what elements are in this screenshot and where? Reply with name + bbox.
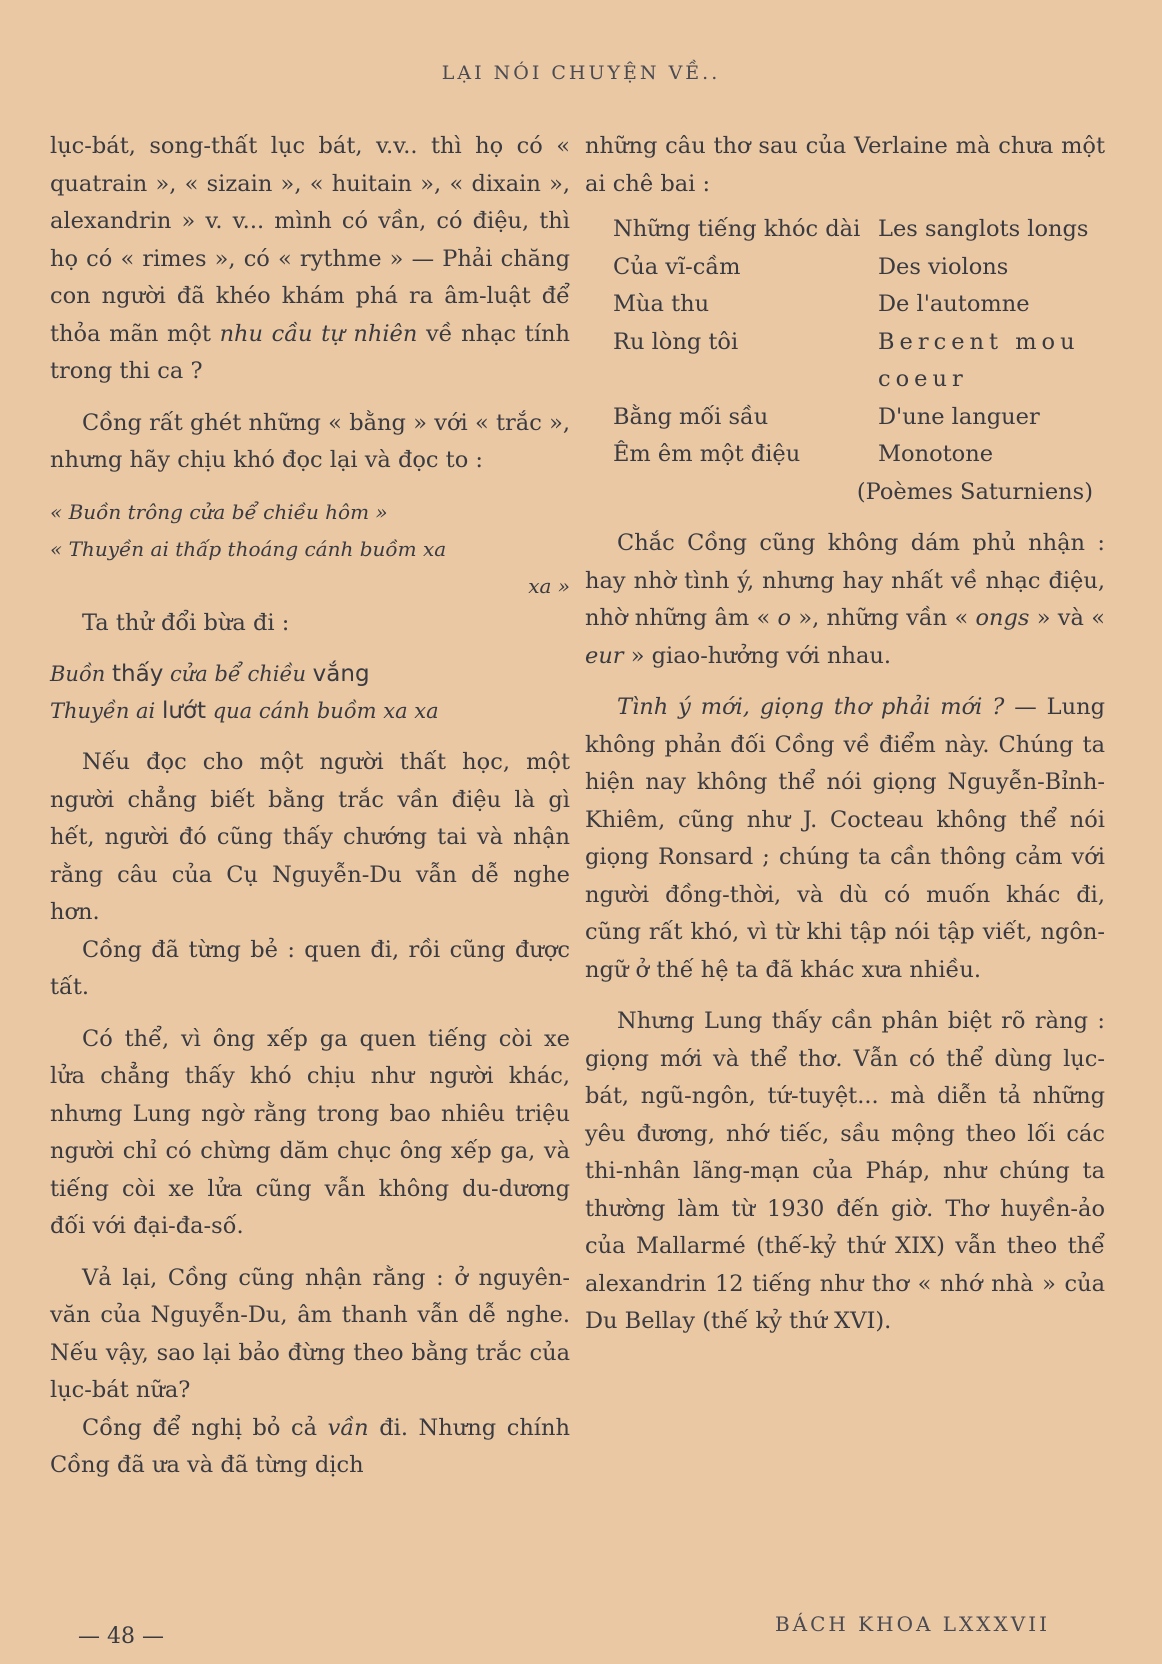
- poem-row: [613, 399, 1093, 437]
- paragraph-7: Vả lại, Cồng cũng nhận rằng : ở nguyên-văn của Nguyễn-Du, âm thanh vẫn dễ nghe. Nếu vậy, sao lại bảo đừng theo bằng trắc của lục-bát nữa?: [50, 1264, 570, 1403]
- right-p1-text-d: » giao-hưởng với nhau.: [623, 642, 892, 669]
- poem-vn-line: Của vĩ-cầm: [613, 253, 741, 280]
- right-p1-text-b: », những vần «: [791, 605, 976, 631]
- poem-row: [613, 211, 1093, 249]
- paragraph-8: [50, 1410, 570, 1485]
- right-paragraph-2: [585, 689, 1105, 989]
- poem-source-row: [613, 474, 1093, 512]
- mod1-substituted-word: thấy: [112, 661, 164, 687]
- poem-vn-line: Ru lòng tôi: [613, 328, 739, 355]
- paragraph-8-emphasis: vần: [327, 1414, 369, 1441]
- right-p2-heading: Tình ý mới, giọng thơ phải mới ?: [617, 694, 1005, 720]
- paragraph-1-text: lục-bát, song-thất lục bát, v.v.. thì họ có « quatrain », « sizain », « huitain », « dixain », alexandrin » v. v... mình có vần, có điệu, thì họ có « rimes », có « rythme » — Phải chăng con người đã khéo khám phá ra âm-luật để thỏa mãn một: [50, 133, 570, 347]
- modified-verse: [50, 656, 570, 730]
- poem-vn-line: Mùa thu: [613, 291, 710, 317]
- paragraph-6: Có thể, vì ông xếp ga quen tiếng còi xe lửa chẳng thấy khó chịu như người khác, nhưng Lung ngờ rằng trong bao nhiêu triệu người chỉ có chừng dăm chục ông xếp ga, và tiếng còi xe lửa cũng vẫn không du-dương đối với đại-đa-số.: [50, 1025, 570, 1239]
- quoted-verse: [50, 494, 570, 605]
- poem-vn-line: Êm êm một điệu: [613, 441, 801, 467]
- poem-fr-line: De l'automne: [878, 291, 1030, 317]
- running-head: LẠI NÓI CHUYỆN VỀ..: [441, 62, 721, 84]
- paragraph-3: Ta thử đổi bừa đi :: [82, 609, 290, 636]
- journal-name: BÁCH KHOA LXXXVII: [774, 1612, 1050, 1636]
- modified-verse-line-2: [50, 693, 570, 730]
- poem-fr-line: Bercent mou coeur: [878, 328, 1080, 392]
- paragraph-8-end: đi. Nhưng chính Cồng đã ưa và đã từng dịch: [50, 1414, 570, 1478]
- mod1-part-a: Buồn: [50, 662, 113, 686]
- verlaine-poem-table: [613, 211, 1093, 511]
- mod1-part-c: cửa bể chiều: [163, 662, 313, 686]
- mod1-substituted-word-2: vắng: [312, 661, 370, 687]
- poem-fr-line: Les sanglots longs: [878, 216, 1089, 242]
- poem-vn-line: Những tiếng khóc dài: [613, 216, 861, 242]
- paragraph-1-end: về nhạc tính trong thi ca ?: [50, 320, 570, 384]
- poem-fr-line: Des violons: [878, 253, 1009, 280]
- right-paragraph-3: Nhưng Lung thấy cần phân biệt rõ ràng : giọng mới và thể thơ. Vẫn có thể dùng lục-bát, ngũ-ngôn, tứ-tuyệt... mà diễn tả những yêu đương, nhớ tiếc, sầu mộng theo lối các thi-nhân lãng-mạn của Pháp, như chúng ta thường làm từ 1930 đến giờ. Thơ huyền-ảo của Mallarmé (thế-kỷ thứ XIX) vẫn theo thể alexandrin 12 tiếng như thơ « nhớ nhà » của Du Bellay (thế kỷ thứ XVI).: [585, 1008, 1105, 1334]
- modified-verse-line-1: [50, 656, 570, 693]
- right-p1-text-c: » và «: [1029, 605, 1105, 631]
- right-intro: những câu thơ sau của Verlaine mà chưa một ai chê bai :: [585, 133, 1105, 197]
- paragraph-5: Cồng đã từng bẻ : quen đi, rồi cũng được tất.: [50, 936, 570, 1000]
- poem-source: (Poèmes Saturniens): [856, 478, 1093, 505]
- poem-row: [613, 436, 1093, 474]
- paragraph-1-emphasis: nhu cầu tự nhiên: [219, 320, 418, 347]
- right-column: [585, 128, 1105, 1341]
- quoted-verse-line-2-end: xa »: [528, 573, 570, 598]
- poem-fr-line: Monotone: [878, 441, 994, 467]
- mod2-part-a: Thuyền ai: [50, 699, 162, 723]
- poem-vn-line: Bằng mối sầu: [613, 403, 769, 430]
- poem-row: [613, 324, 1093, 399]
- paragraph-2: Cồng rất ghét những « bằng » với « trắc », nhưng hãy chịu khó đọc lại và đọc to :: [50, 409, 570, 473]
- poem-row: [613, 286, 1093, 324]
- poem-fr-line: D'une languer: [878, 403, 1040, 430]
- quoted-verse-line-1: « Buồn trông cửa bể chiều hôm »: [50, 499, 388, 524]
- right-p1-text: Chắc Cồng cũng không dám phủ nhận : hay nhờ tình ý, nhưng hay nhất về nhạc điệu, nhờ những âm «: [585, 530, 1105, 631]
- right-p2-text: — Lung không phản đối Cồng về điểm này. Chúng ta hiện nay không thể nói giọng Nguyễn-Bỉnh-Khiêm, cũng như J. Cocteau không thể nói giọng Ronsard ; chúng ta cần thông cảm với người đồng-thời, và dù có muốn khác đi, cũng rất khó, vì từ khi tập nói tập viết, ngôn-ngữ ở thế hệ ta đã khác xưa nhiều.: [585, 694, 1105, 983]
- left-column: [50, 128, 570, 1485]
- right-p1-sound-o: o: [777, 605, 792, 631]
- paragraph-8-text: Cồng để nghị bỏ cả: [82, 1414, 328, 1441]
- mod2-substituted-word: lướt: [161, 698, 207, 724]
- right-p1-sound-eur: eur: [585, 642, 624, 669]
- quoted-verse-line-2: « Thuyền ai thấp thoáng cánh buồm xa: [50, 536, 447, 561]
- page-number: — 48 —: [78, 1624, 164, 1649]
- right-p1-sound-ongs: ongs: [975, 605, 1030, 631]
- poem-row: [613, 249, 1093, 287]
- right-paragraph-1: [585, 525, 1105, 675]
- paragraph-1: [50, 128, 570, 391]
- mod2-part-c: qua cánh buồm xa xa: [206, 699, 439, 723]
- paragraph-4: Nếu đọc cho một người thất học, một người chẳng biết bằng trắc vần điệu là gì hết, người đó cũng thấy chướng tai và nhận rằng câu của Cụ Nguyễn-Du vẫn dễ nghe hơn.: [50, 749, 570, 925]
